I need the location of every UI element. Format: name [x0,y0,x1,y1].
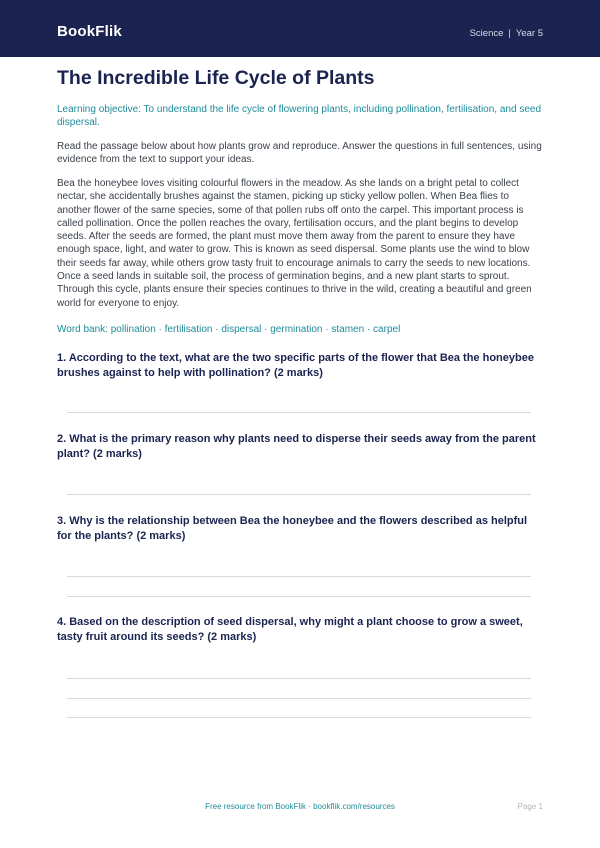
instructions: Read the passage below about how plants grow and reproduce. Answer the questions in full sentences, using evidence from the text to support your ideas. [57,141,542,165]
word-bank: Word bank: pollination · fertilisation · dispersal · germination · stamen · carpel [57,323,401,335]
answer-line[interactable] [67,412,531,413]
page-header [0,0,600,57]
answer-line[interactable] [67,576,531,577]
footer-source-link[interactable]: Free resource from BookFlik · bookflik.com/resources [205,802,395,811]
answer-line[interactable] [67,596,531,597]
question-4: 4. Based on the description of seed dispersal, why might a plant choose to grow a sweet, tasty fruit around its seeds? (2 marks) [57,616,523,643]
worksheet-body [57,66,543,336]
subject-label: Science [469,28,504,39]
reading-passage: Bea the honeybee loves visiting colourful flowers in the meadow. As she lands on a bright petal to collect nectar, she accidentally brushes against the stamen, picking up sticky yellow pollen. When Bea flies to another flower of the same species, some of that pollen rubs off onto the carpel. This important process is called pollination. Once the pollen reaches the ovary, fertilisation occurs, and the plant begins to develop seeds. After the seeds are formed, the plant must move them away from the parent to ensure they have enough space, light, and water to grow. This is known as seed dispersal. Some plants use the wind to blow their seeds far away, while others grow tasty fruit to encourage animals to carry the seeds to new locations. Once a seed lands in suitable soil, the process of germination begins, and a new plant starts to sprout. Through this cycle, plants ensure their species continues to thrive in the wild, creating a beautiful and green world for everyone to enjoy. [57,178,532,309]
answer-line[interactable] [67,698,531,699]
question-2: 2. What is the primary reason why plants need to disperse their seeds away from the parent plant? (2 marks) [57,433,536,460]
answer-line[interactable] [67,494,531,495]
page-title: The Incredible Life Cycle of Plants [57,67,375,89]
question-1: 1. According to the text, what are the two specific parts of the flower that Bea the honeybee brushes against to help with pollination? (2 marks) [57,352,534,379]
question-3: 3. Why is the relationship between Bea the honeybee and the flowers described as helpful for the plants? (2 marks) [57,515,528,542]
subject-year-label [470,28,543,39]
answer-line[interactable] [67,678,531,679]
page-number: Page 1 [517,802,543,811]
brand-logo: BookFlik [57,23,122,40]
separator: | [508,28,511,39]
answer-line[interactable] [67,717,531,718]
year-label: Year 5 [515,28,543,39]
learning-objective: Learning objective: To understand the life cycle of flowering plants, including pollination, fertilisation, and seed dispersal. [57,104,542,128]
